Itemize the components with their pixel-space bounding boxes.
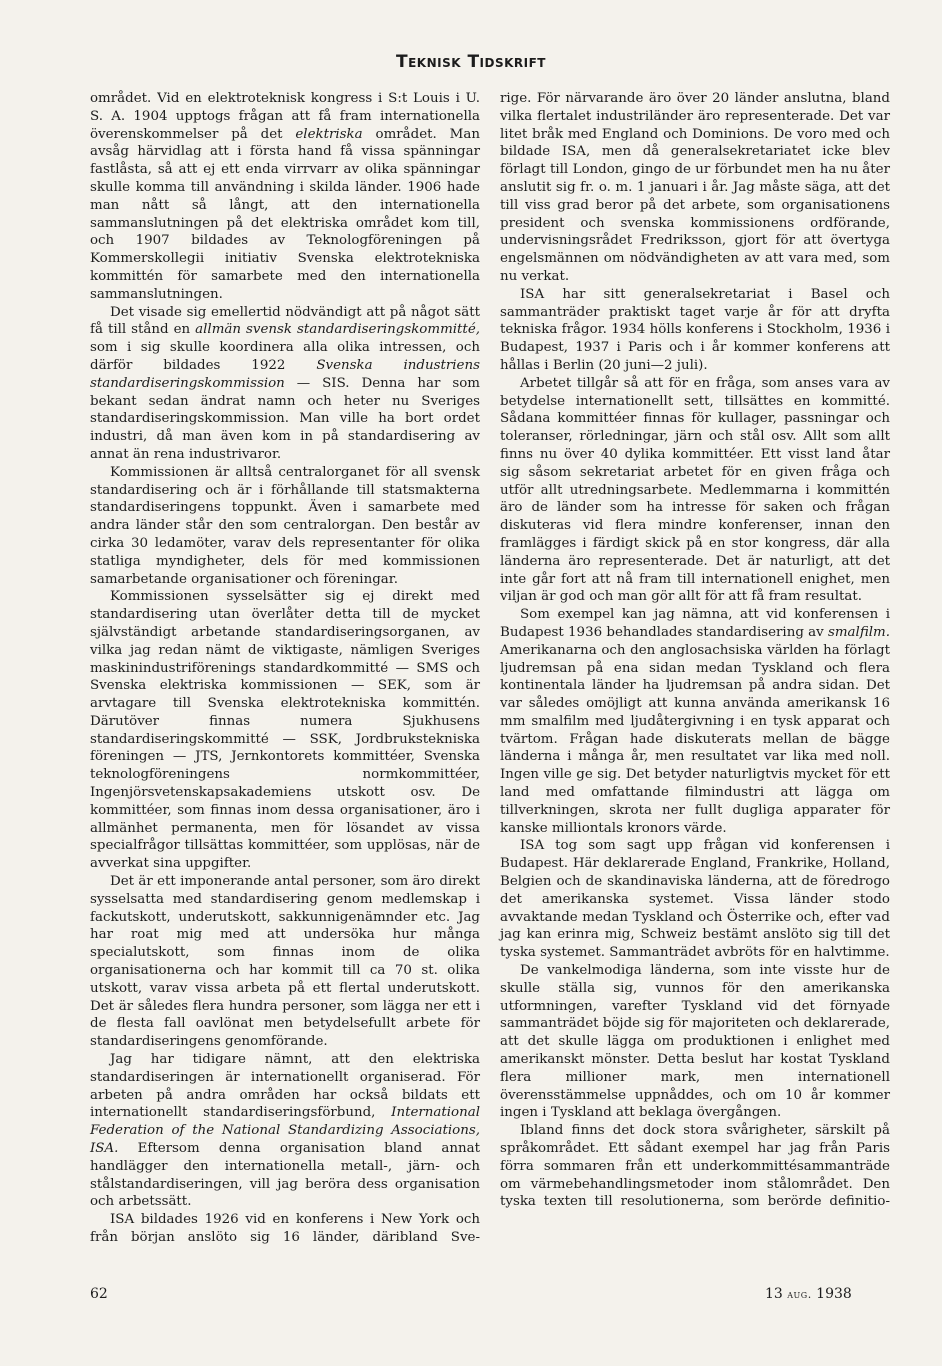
text-run: området. Vid en elektroteknisk kongress i S:t Louis i U. S. A. 1904 upptogs frågan att få fram internationella överenskommelser på det xyxy=(90,91,480,142)
text-run: Kommissionen sysselsätter sig ej direkt med standardisering utan överlåter detta till de mycket självständigt arbetande standardiseringsorganen, av vilka jag redan nämt de viktigaste, nämligen Sveriges maskinindustriförenings standardkommitté — SMS och Svenska elektriska kommissionen — SEK, som är arvtagare till Svenska elektrotekniska kommittén. Därutöver finnas numera Sjukhusens standardiseringskommitté — SSK, Jordbrukstekniska föreningen — JTS, Jernkontorets kommittéer, Svenska teknologföreningens normkommittéer, Ingenjörsvetenskapsakademiens utskott osv. De kommittéer, som finnas inom dessa organisationer, äro i allmänhet permanenta, men för lösandet av vissa specialfrågor tillsättas kommittéer, som upplösas, när de avverkat sina uppgifter. xyxy=(90,589,480,872)
text-run: området. Man avsåg härvidlag att i första hand få vissa spänningar fastlåsta, så att ej ett enda virrvarr av olika spänningar skulle komma till användning i skilda länder. 1906 hade man nått så långt, att den internationella sammanslutningen på det elektriska området kom till, och 1907 bildades av Teknologföreningen på Kommerskollegii initiativ Svenska elektrotekniska kommittén för samarbete med den internationella sammanslutningen. xyxy=(90,126,480,302)
text-run: Det är ett imponerande antal personer, som äro direkt sysselsatta med standardisering genom medlemskap i fackutskott, underutskott, sakkunnigenämnder etc. Jag har roat mig med att undersöka hur många specialutskott, som finnas inom de olika organisationerna och har kommit till ca 70 st. olika utskott, varav vissa arbeta på ett flertal underutskott. Det är således flera hundra personer, som lägga ner ett i de flesta fall oavlönat men betydelsefullt arbete för standardiseringens genomförande. xyxy=(90,874,480,1050)
page-number: 62 xyxy=(90,1286,108,1302)
text-run: Amerikanarna och den anglosachsiska världen ha förlagt ljudremsan på ena sidan medan Tyskland och flera kontinentala länder ha ljudremsan på andra sidan. Det var således omöjligt att kunna använda amerikansk 16 mm smalfilm med ljudåtergivning i en tysk apparat och tvärtom. Frågan hade diskuterats mellan de bägge länderna i många år, men resultatet var lika med noll. Ingen ville ge sig. Det betyder naturligtvis mycket för ett land med omfattande filmindustri att lägga om tillverkningen, skrota ner fullt dugliga apparater för kanske milliontals kronors värde. xyxy=(500,642,890,836)
text-run: Arbetet tillgår så att för en fråga, som anses vara av betydelse internationellt sett, tillsättes en kommitté. Sådana kommittéer finnas för kullager, passningar och toleranser, rörledningar, järn och stål osv. Allt som allt finns nu över 40 dylika kommittéer. Ett visst land åtar sig såsom sekretariat arbetet för en given fråga och utför allt utredningsarbete. Medlemmarna i kommittén äro de länder som ha intresse för saken och frågan diskuteras vid flera mindre konferenser, innan den framlägges i färdigt skick på en stor kongress, där alla länderna äro representerade. Det är naturligt, att det inte går fort att nå fram till internationell enighet, men viljan är god och man gör allt för att få fram resultat. xyxy=(500,375,890,605)
issue-date xyxy=(765,1286,852,1302)
text-run: som i sig skulle koordinera alla olika intressen, och därför bildades 1922 xyxy=(90,340,480,373)
issue-date-day: 13 xyxy=(765,1286,783,1302)
paragraph xyxy=(500,962,890,1122)
paragraph xyxy=(500,375,890,606)
paragraph xyxy=(500,1122,890,1211)
paragraph xyxy=(90,464,480,589)
text-run: ISA tog som sagt upp frågan vid konferensen i Budapest. Här deklarerade England, Frankrike, Holland, Belgien och de skandinaviska länderna, att de föredrogo det amerikanska systemet. Vissa länder stodo avvaktande medan Tyskland och Österrike och, efter vad jag kan erinra mig, Schweiz bestämt anslöto sig till det tyska systemet. Sammanträdet avbröts för en halvtimme. xyxy=(500,838,890,961)
text-run: Det visade sig emellertid nödvändigt att på något sätt få till stånd en xyxy=(90,304,480,338)
issue-date-month: aug. xyxy=(787,1288,812,1301)
text-run: De vankelmodiga länderna, som inte visste hur de skulle ställa sig, vunnos för den amerikanska utformningen, varefter Tyskland vid det förnyade sammanträdet böjde sig för majoriteten och deklarerade, att det skulle lägga om produktionen i enlighet med amerikanskt mönster. Detta beslut har kostat Tyskland flera millioner mark, men internationell överensstämmelse uppnåddes, och om 10 år kommer ingen i Tyskland att beklaga övergången. xyxy=(500,963,890,1121)
paragraph xyxy=(500,90,890,286)
text-run: ISA har sitt generalsekretariat i Basel och sammanträder praktiskt taget varje år för att dryfta tekniska frågor. 1934 hölls konferens i Stockholm, 1936 i Budapest, 1937 i Paris och i år kommer konferens att hållas i Berlin (20 juni—2 juli). xyxy=(500,286,890,373)
journal-title: Teknisk Tidskrift xyxy=(395,52,546,72)
text-run: Som exempel kan jag nämna, att vid konferensen i Budapest 1936 behandlades standardisering av xyxy=(500,607,890,640)
italic-text: International Federation of the National Standardizing Associations, ISA. xyxy=(90,1105,480,1157)
paragraph xyxy=(90,873,480,1051)
text-run: Kommissionen är alltså centralorganet för all svensk standardisering och är i förhållande till statsmakterna standardiseringens toppunkt. Även i samarbete med andra länder står den som centralorgan. Den består av cirka 30 ledamöter, varav dels representanter för olika statliga myndigheter, dels för med kommissionen samarbetande organisationer och föreningar. xyxy=(90,464,480,587)
text-run: ISA bildades 1926 vid en konferens i New York och från början anslöto sig 16 länder, däribland Sve- xyxy=(90,1212,480,1245)
right-column xyxy=(500,90,890,1211)
paragraph xyxy=(90,1051,480,1211)
italic-text: smalfilm. xyxy=(827,624,890,640)
text-run: Eftersom denna organisation bland annat handlägger den internationella metall-, järn- och stålstandardiseringen, vill jag beröra dess organisation och arbetssätt. xyxy=(90,1141,480,1210)
paragraph xyxy=(90,1211,480,1247)
paragraph xyxy=(90,90,480,304)
paragraph xyxy=(500,606,890,837)
text-run: rige. För närvarande äro över 20 länder anslutna, bland vilka flertalet industriländer äro representerade. Det var litet bråk med England och Dominions. De voro med och bildade ISA, men då generalsekretariatet icke blev förlagt till London, gingo de ur förbundet men ha nu åter anslutit sig fr. o. m. 1 januari i år. Jag måste säga, att det till viss grad beror på det arbete, som organisationens president och svenska kommissionens ordförande, undervisningsrådet Fredriksson, gjort för att övertyga engelsmännen om nödvändigheten av att vara med, som nu verkat. xyxy=(500,91,890,284)
paragraph xyxy=(90,588,480,873)
paragraph xyxy=(500,286,890,375)
italic-text: elektriska xyxy=(295,126,363,142)
left-column xyxy=(90,90,480,1247)
italic-text: Svenska industriens standardiseringskommission xyxy=(90,357,480,391)
italic-text: allmän svensk standardiseringskommitté, xyxy=(195,322,480,338)
paragraph xyxy=(90,304,480,464)
text-run: — SIS. Denna har som bekant sedan ändrat namn och heter nu Sveriges standardiseringskommission. Man ville ha bort ordet industri, då man även kom in på standardisering av annat än rena industrivaror. xyxy=(90,375,480,462)
text-run: Jag har tidigare nämnt, att den elektriska standardiseringen är internationellt organiserad. För arbeten på andra områden har också bildats ett internationellt standardiseringsförbund, xyxy=(90,1052,480,1121)
paragraph xyxy=(500,837,890,962)
issue-date-year: 1938 xyxy=(816,1286,852,1302)
text-run: Ibland finns det dock stora svårigheter, särskilt på språkområdet. Ett sådant exempel har jag från Paris förra sommaren från ett underkommittésammanträde om värmebehandlingsmetoder inom stålområdet. Den tyska texten till resolutionerna, som berörde definitio- xyxy=(500,1123,890,1210)
